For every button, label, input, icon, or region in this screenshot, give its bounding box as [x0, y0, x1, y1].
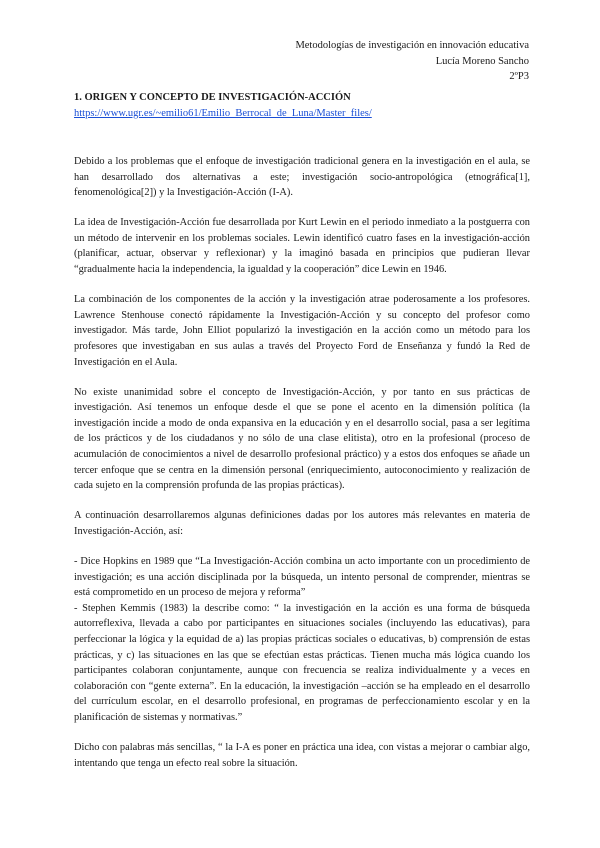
paragraph-hopkins: - Dice Hopkins en 1989 que “La Investigación-Acción combina un acto importante con un procedimiento de investigación; es una acción disciplinada por la búsqueda, un intento personal de comprender, mientras se está comprometido en un proceso de mejora y reforma” [74, 555, 530, 599]
header-group: 2ºP3 [509, 71, 529, 82]
paragraph-intro: Debido a los problemas que el enfoque de investigación tradicional genera en la investigación en el aula, se han desarrollado dos alternativas a este; investigación socio-antropológica (etnográfica[1], fenomenológica[2]) y la Investigación-Acción (I-A). [74, 156, 530, 199]
paragraph-summary: Dicho con palabras más sencillas, “ la I-A es poner en práctica una idea, con vistas a mejorar o cambiar algo, intentando que tenga un efecto real sobre la situación. [74, 742, 530, 769]
source-link[interactable]: https://www.ugr.es/~emilio61/Emilio_Berrocal_de_Luna/Master_files/ [74, 108, 372, 119]
header-course-title: Metodologías de investigación en innovación educativa [295, 40, 529, 51]
section-title: 1. ORIGEN Y CONCEPTO DE INVESTIGACIÓN-ACCIÓN [74, 92, 351, 103]
header-author: Lucía Moreno Sancho [435, 55, 529, 67]
paragraph-combination: La combinación de los componentes de la acción y la investigación atrae poderosamente a los profesores. Lawrence Stenhouse conectó rápidamente la Investigación-Acción y su concepto del profesor como investigador. Más tarde, John Elliot popularizó la investigación en la acción como un método para los profesores que investigaban en sus aulas a través del Proyecto Ford de Enseñanza y fundó la Red de Investigación en el Aula. [74, 294, 530, 368]
paragraph-kemmis: - Stephen Kemmis (1983) la describe como: “ la investigación en la acción es una forma de búsqueda autorreflexiva, llevada a cabo por participantes en situaciones sociales (incluyendo las educativas), para perfeccionar la lógica y la equidad de a) las propias prácticas sociales o educativas, b) comprensión de estas prácticas, y c) las situaciones en las que se efectúan estas prácticas. Tienen mucha más lógica cuando los participantes colaboran conjuntamente, aunque con frecuencia se realiza individualmente y a veces en colaboración con “gente externa”. En la educación, la investigación –acción se ha empleado en el desarrollo del currículum escolar, en el desarrollo profesional, en programas de perfeccionamiento escolar y en la planificación de sistemas y normativas.” [74, 602, 530, 723]
paragraph-lewin: La idea de Investigación-Acción fue desarrollada por Kurt Lewin en el periodo inmediato a la postguerra con un método de intervenir en los problemas sociales. Lewin identificó cuatro fases en la investigación-acción (planificar, actuar, observar y reflexionar) y la imaginó basada en principios que pudieran llevar “gradualmente hacia la independencia, la igualdad y la cooperación” dice Lewin en 1946. [74, 217, 530, 276]
page-header [295, 38, 529, 85]
document-body [74, 154, 530, 786]
paragraph-definitions-intro: A continuación desarrollaremos algunas definiciones dadas por los autores más relevantes en materia de Investigación-Acción, así: [74, 510, 530, 537]
paragraph-unanimity: No existe unanimidad sobre el concepto de Investigación-Acción, y por tanto en sus prácticas de investigación. Así tenemos un enfoque desde el que se pone el acento en la dimensión política (la investigación incide a modo de onda expansiva en la educación y en el desarrollo social, pasa a ser legítima de los prácticos y de los ciudadanos y no sólo de una clase elitista), otro en la profesional (proceso de acumulación de conocimientos a nivel de desarrollo profesional práctico) y a estos dos enfoques se añade un tercer enfoque que se centra en la dimensión personal (enriquecimiento, autoconocimiento y realización de cada sujeto en la comprensión profunda de las propias prácticas). [74, 386, 530, 492]
